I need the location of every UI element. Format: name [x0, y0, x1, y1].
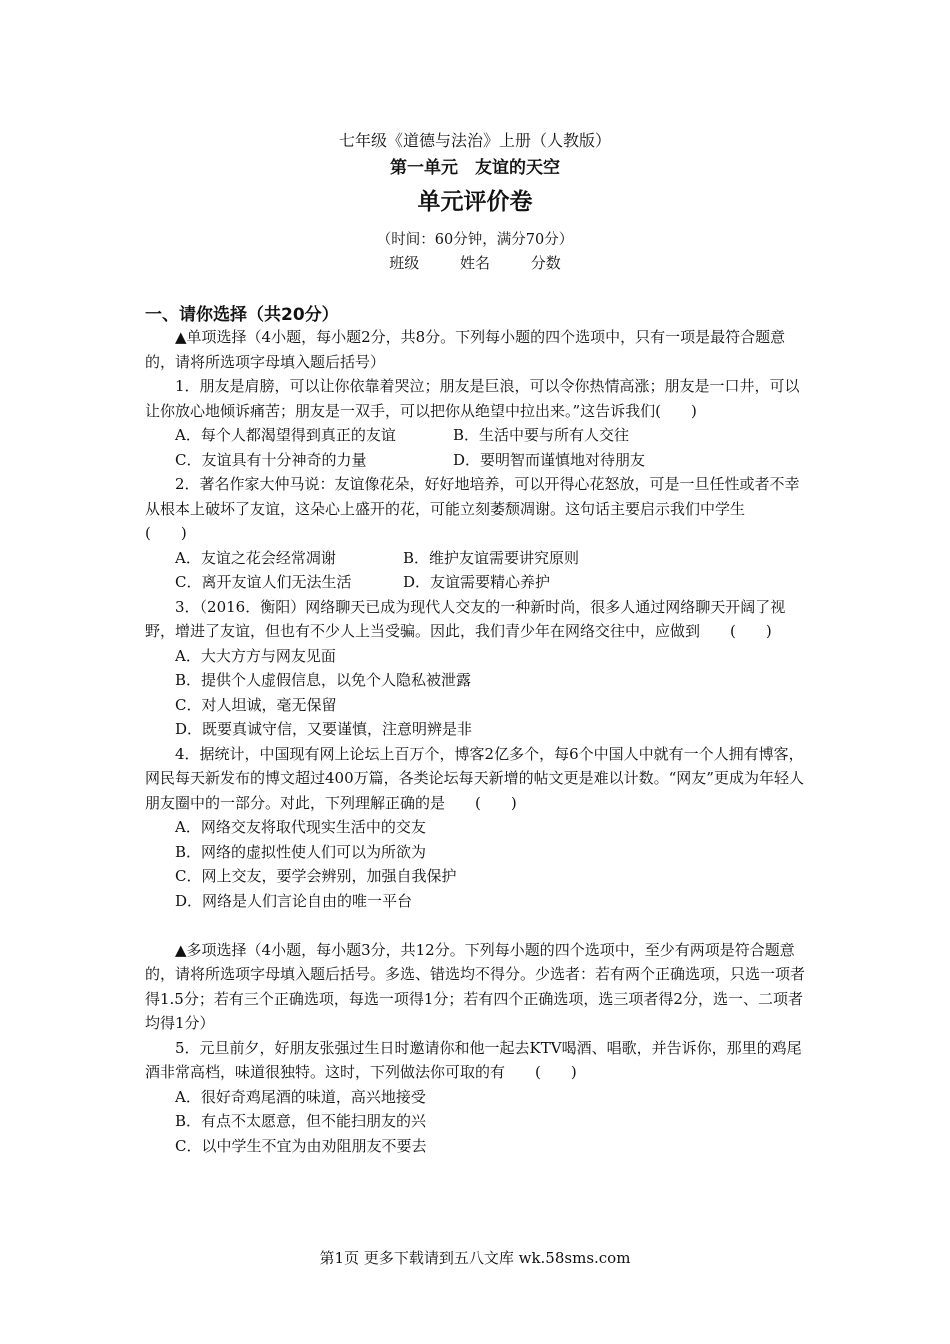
q2-options-row1 — [145, 546, 805, 571]
q3-option-d: D．既要真诚守信，又要谨慎，注意明辨是非 — [175, 720, 473, 738]
q2-option-b: B．维护友谊需要讲究原则 — [403, 548, 580, 567]
q4-stem: 4．据统计，中国现有网上论坛上百万个，博客2亿多个，每6个中国人中就有一个人拥有博客，网民每天新发布的博文超过400万篇，各类论坛每天新增的帖文更是难以计数。“网友”更成为年轻人朋友圈中的一部分。对此，下列理解正确的是 ( ) — [145, 744, 804, 812]
subject-line: 七年级《道德与法治》上册（人教版） — [338, 131, 611, 150]
q1-option-c: C．友谊具有十分神奇的力量 — [175, 450, 367, 469]
page-title: 单元评价卷 — [417, 188, 533, 215]
q1-option-d: D．要明智而谨慎地对待朋友 — [453, 450, 646, 469]
q2-stem: 2．著名作家大仲马说：友谊像花朵，好好地培养，可以开得心花怒放，可是一旦任性或者不幸从根本上破坏了友谊，这朵心上盛开的花，可能立刻萎颓凋谢。这句话主要启示我们中学生 ( ) — [145, 475, 800, 542]
q5-option-a: A．很好奇鸡尾酒的味道，高兴地接受 — [175, 1087, 426, 1106]
q1-options-row1 — [145, 423, 805, 448]
q5-stem: 5．元旦前夕，好朋友张强过生日时邀请你和他一起去KTV喝酒、唱歌，并告诉你，那里的鸡尾酒非常高档，味道很独特。这时，下列做法你可取的有 ( ) — [145, 1038, 802, 1081]
q2-option-d: D．友谊需要精心养护 — [403, 573, 551, 591]
score-field: 分数 — [530, 254, 561, 272]
q3-option-a: A．大大方方与网友见面 — [175, 646, 336, 665]
time-info: （时间：60分钟，满分70分） — [376, 232, 574, 248]
q3-stem: 3．（2016．衡阳）网络聊天已成为现代人交友的一种新时尚，很多人通过网络聊天开阔了视野，增进了友谊，但也有不少人上当受骗。因此，我们青少年在网络交往中，应做到 ( ) — [145, 597, 786, 640]
q1-option-a: A．每个人都渴望得到真正的友谊 — [175, 426, 396, 444]
q1-stem: 1．朋友是肩膀，可以让你依靠着哭泣；朋友是巨浪，可以令你热情高涨；朋友是一口井，可以让你放心地倾诉痛苦；朋友是一双手，可以把你从绝望中拉出来。”这告诉我们( ) — [145, 377, 800, 420]
multi-choice-intro: ▲多项选择（4小题，每小题3分，共12分。下列每小题的四个选项中，至少有两项是符合题意的，请将所选项字母填入题后括号。多选、错选均不得分。少选者：若有两个正确选项，只选一项者得1.5分；若有三个正确选项，每选一项得1分；若有四个正确选项，选三项者得2分，选一、二项者均得1分） — [145, 940, 806, 1032]
q1-options-row2 — [145, 448, 805, 473]
q1-option-b: B．生活中要与所有人交往 — [453, 426, 630, 444]
page-footer: 第1页 更多下载请到五八文库 wk.58sms.com — [319, 1249, 631, 1267]
section-heading: 一、请你选择（共20分） — [145, 305, 339, 325]
q4-option-c: C．网上交友，要学会辨别，加强自我保护 — [175, 867, 457, 885]
q3-option-c: C．对人坦诚，毫无保留 — [175, 695, 337, 714]
q2-options-row2 — [145, 570, 805, 595]
q5-option-b: B．有点不太愿意，但不能扫朋友的兴 — [175, 1112, 427, 1130]
q4-option-a: A．网络交友将取代现实生活中的交友 — [175, 818, 426, 836]
q4-option-d: D．网络是人们言论自由的唯一平台 — [175, 891, 413, 910]
class-field: 班级 — [389, 254, 420, 272]
student-fields — [0, 252, 950, 273]
q5-option-c: C．以中学生不宜为由劝阻朋友不要去 — [175, 1136, 427, 1155]
q3-option-b: B．提供个人虚假信息，以免个人隐私被泄露 — [175, 671, 472, 689]
name-field: 姓名 — [459, 254, 490, 272]
unit-title: 第一单元 友谊的天空 — [390, 158, 560, 178]
q2-option-a: A．友谊之花会经常凋谢 — [175, 548, 336, 567]
single-choice-intro: ▲单项选择（4小题，每小题2分，共8分。下列每小题的四个选项中，只有一项是最符合题意的，请将所选项字母填入题后括号） — [145, 328, 786, 371]
question-body — [145, 325, 805, 1158]
q4-option-b: B．网络的虚拟性使人们可以为所欲为 — [175, 842, 427, 861]
q2-option-c: C．离开友谊人们无法生活 — [175, 573, 352, 591]
